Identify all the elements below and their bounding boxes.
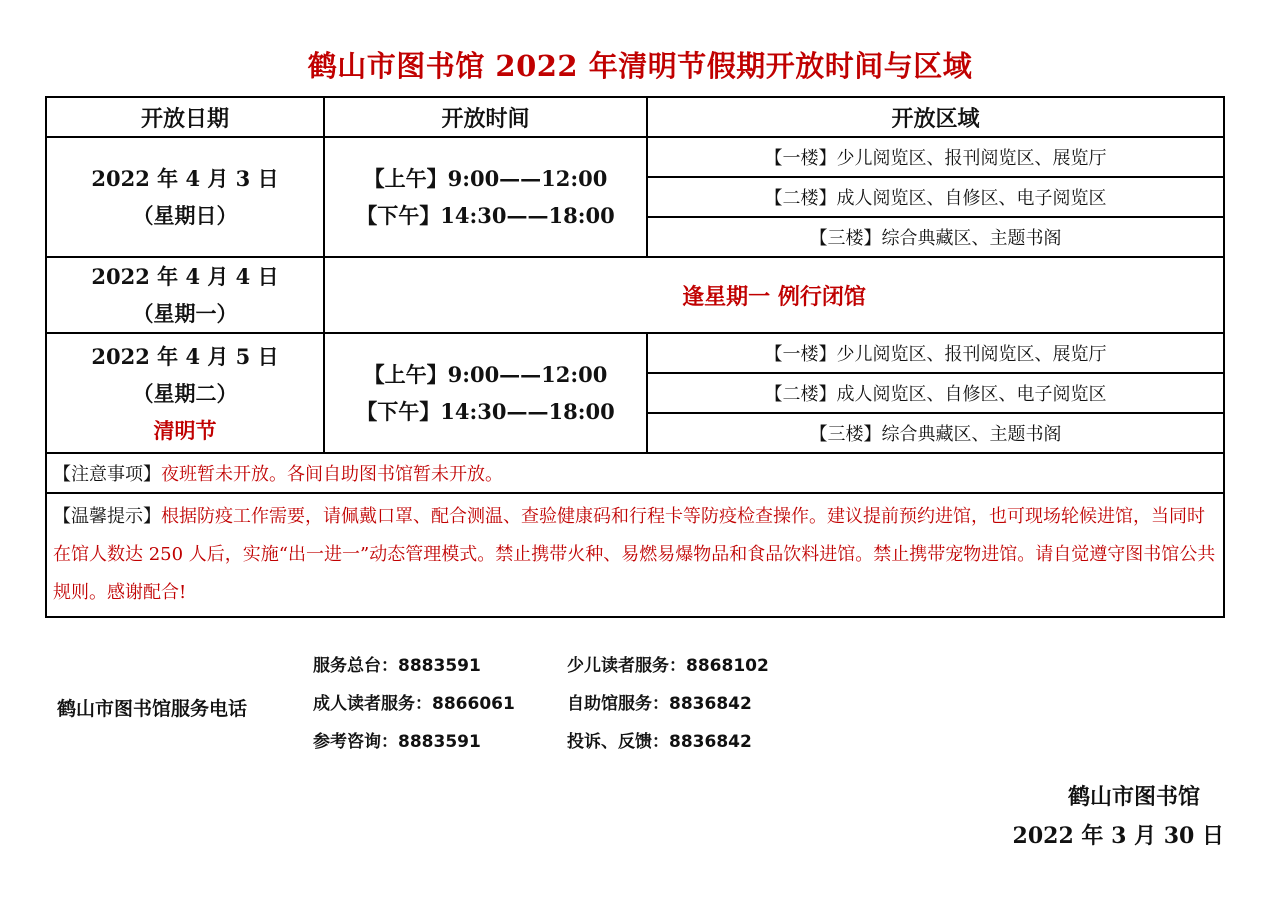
service-row [313,720,807,758]
day3-date-cell [46,333,324,453]
day1-area-floor1: 【一楼】少儿阅览区、报刊阅览区、展览厅 [647,137,1224,177]
day1-time-cell [324,137,647,257]
tip-label: 【温馨提示】 [53,506,161,527]
day1-afternoon-hours: 【下午】14:30——18:00 [356,203,615,228]
page-title: 鹤山市图书馆 2022 年清明节假期开放时间与区域 [307,49,973,83]
table-row-notice [46,453,1224,493]
table-header-row [46,97,1224,137]
day3-weekday: （星期二） [132,380,238,406]
day3-area-floor2: 【二楼】成人阅览区、自修区、电子阅览区 [647,373,1224,413]
service-front-desk: 服务总台：8883591 [313,655,481,676]
day1-date-cell [46,137,324,257]
day3-time-cell [324,333,647,453]
schedule-table [45,96,1225,618]
header-open-date: 开放日期 [46,97,324,137]
service-phone-list [313,644,807,758]
table-row-day3-floor1 [46,333,1224,373]
day1-weekday: （星期日） [132,203,238,228]
notice-text: 夜班暂未开放。各间自助图书馆暂未开放。 [161,464,503,485]
day1-date: 2022 年 4 月 3 日 [91,166,279,191]
header-open-time: 开放时间 [324,97,647,137]
day3-afternoon-hours: 【下午】14:30——18:00 [356,399,615,424]
tip-text: 根据防疫工作需要，请佩戴口罩、配合测温、查验健康码和行程卡等防疫检查操作。建议提前预约进馆，也可现场轮候进馆，当同时在馆人数达 250 人后，实施“出一进一”动态管理模式。禁止携带火种、易燃易爆物品和食品饮料进馆。禁止携带宠物进馆。请自觉遵守图书馆公共规则。感谢配合! [53,506,1216,603]
day3-date: 2022 年 4 月 5 日 [91,343,279,369]
table-row-day2 [46,257,1224,333]
header-open-area: 开放区域 [647,97,1224,137]
day3-area-floor3: 【三楼】综合典藏区、主题书阁 [647,413,1224,453]
service-phone-title: 鹤山市图书馆服务电话 [57,698,248,720]
day3-morning-hours: 【上午】9:00——12:00 [363,362,608,387]
table-row-tip [46,493,1224,617]
service-children-readers: 少儿读者服务：8868102 [567,655,769,676]
day2-weekday: （星期一） [132,301,238,326]
signature-date: 2022 年 3 月 30 日 [1012,823,1224,849]
day3-area-floor1: 【一楼】少儿阅览区、报刊阅览区、展览厅 [647,333,1224,373]
day2-date: 2022 年 4 月 4 日 [91,264,279,289]
day2-date-cell [46,257,324,333]
tip-cell [46,493,1224,617]
notice-label: 【注意事项】 [53,464,161,485]
day3-holiday-label: 清明节 [153,417,217,443]
service-row [313,644,807,682]
service-adult-readers: 成人读者服务：8866061 [313,693,515,714]
day2-closed-note: 逢星期一 例行闭馆 [324,257,1224,333]
day1-morning-hours: 【上午】9:00——12:00 [363,166,608,191]
service-self-service-library: 自助馆服务：8836842 [567,693,752,714]
signature-org: 鹤山市图书馆 [1067,784,1200,810]
service-complaints-feedback: 投诉、反馈：8836842 [567,731,752,752]
day1-area-floor3: 【三楼】综合典藏区、主题书阁 [647,217,1224,257]
day1-area-floor2: 【二楼】成人阅览区、自修区、电子阅览区 [647,177,1224,217]
table-row-day1-floor1 [46,137,1224,177]
service-reference-inquiry: 参考咨询：8883591 [313,731,481,752]
service-row [313,682,807,720]
notice-cell [46,453,1224,493]
